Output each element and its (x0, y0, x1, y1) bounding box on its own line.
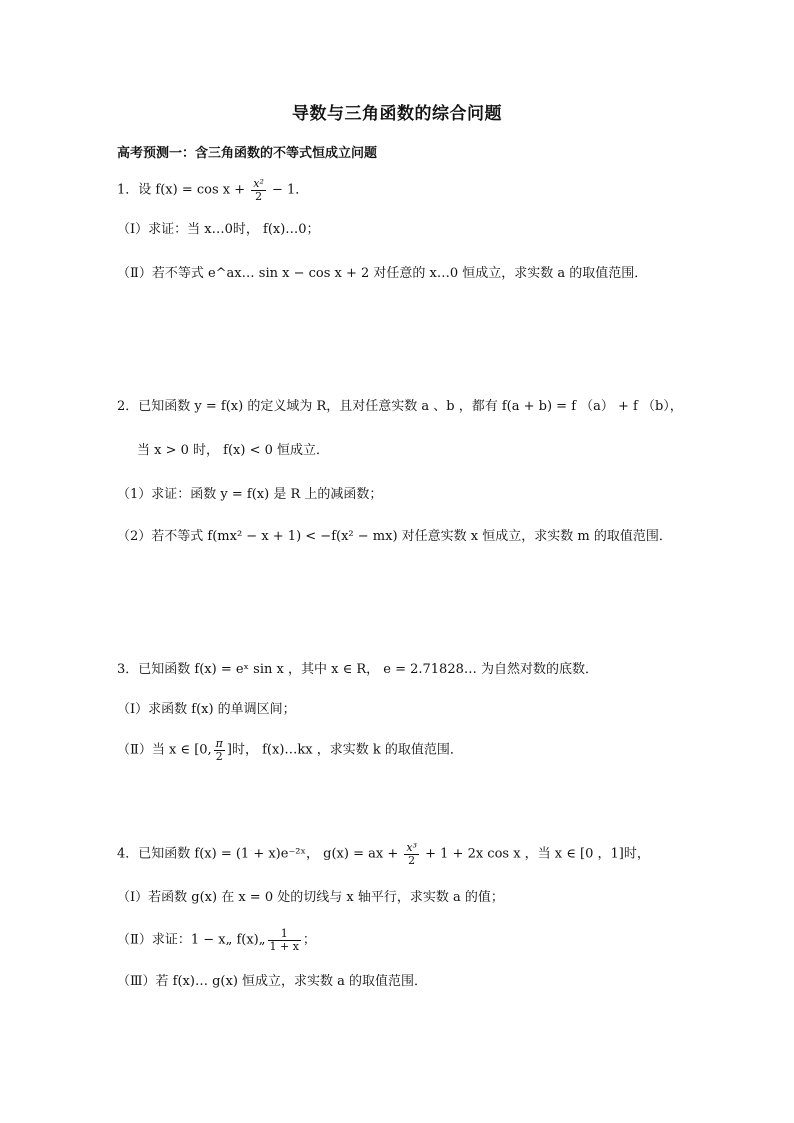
fraction-numerator: 1 (268, 928, 301, 941)
fraction-denominator: 2 (215, 749, 223, 763)
problem-1-part-i: （Ⅰ）求证：当 x…0时， f(x)…0； (117, 222, 320, 237)
fraction (251, 178, 266, 202)
fraction-numerator: x² (253, 177, 264, 190)
fraction-denominator: 2 (408, 853, 416, 867)
problem-4-part-i: （Ⅰ）若函数 g(x) 在 x = 0 处的切线与 x 轴平行，求实数 a 的值； (117, 890, 504, 905)
fraction (268, 928, 301, 952)
page-title: 导数与三角函数的综合问题 (292, 104, 502, 124)
fraction-denominator: 2 (255, 189, 263, 203)
fraction-denominator: 1 + x (269, 939, 299, 953)
problem-2-condition: 当 x > 0 时， f(x) < 0 恒成立． (137, 443, 330, 458)
problem-4-part-ii-post: ； (302, 932, 316, 948)
fraction (404, 842, 419, 866)
problem-4-statement (117, 842, 650, 866)
problem-4-text-post: + 1 + 2x cos x ，当 x ∈ [0 ，1]时， (420, 846, 650, 862)
fraction-numerator: π (215, 737, 223, 750)
section-heading: 高考预测一：含三角函数的不等式恒成立问题 (117, 146, 378, 161)
problem-3-part-ii-pre: （Ⅱ）当 x ∈ [0, (117, 742, 212, 758)
problem-4-part-ii (117, 928, 316, 952)
problem-2-part-1: （1）求证：函数 y = f(x) 是 R 上的减函数； (117, 487, 383, 502)
problem-2-statement: 2．已知函数 y = f(x) 的定义域为 R，且对任意实数 a 、b ，都有 f(a + b) = f （a） + f （b）， (117, 399, 683, 414)
problem-3-part-ii (117, 738, 463, 762)
fraction-numerator: x³ (406, 841, 417, 854)
problem-3-part-ii-post: ]时， f(x)…kx ，求实数 k 的取值范围． (226, 742, 463, 758)
problem-4-text-pre: 4．已知函数 f(x) = (1 + x)e⁻²ˣ， g(x) = ax + (117, 846, 403, 862)
fraction (214, 738, 225, 762)
problem-3-statement: 3．已知函数 f(x) = eˣ sin x ，其中 x ∈ R， e = 2.71828… 为自然对数的底数． (117, 662, 598, 677)
problem-4-part-ii-pre: （Ⅱ）求证：1 − x„ f(x)„ (117, 932, 266, 948)
problem-3-part-i: （Ⅰ）求函数 f(x) 的单调区间； (117, 702, 296, 717)
problem-1-text-pre: 1．设 f(x) = cos x + (117, 182, 250, 198)
problem-2-part-2: （2）若不等式 f(mx² − x + 1) < −f(x² − mx) 对任意实数 x 恒成立，求实数 m 的取值范围． (117, 529, 672, 544)
problem-4-part-iii: （Ⅲ）若 f(x)… g(x) 恒成立，求实数 a 的取值范围． (117, 974, 428, 989)
problem-1-text-post: − 1． (267, 182, 309, 198)
problem-1-statement (117, 178, 308, 202)
problem-1-part-ii: （Ⅱ）若不等式 e^ax… sin x − cos x + 2 对任意的 x…0 恒成立，求实数 a 的取值范围． (117, 266, 648, 281)
